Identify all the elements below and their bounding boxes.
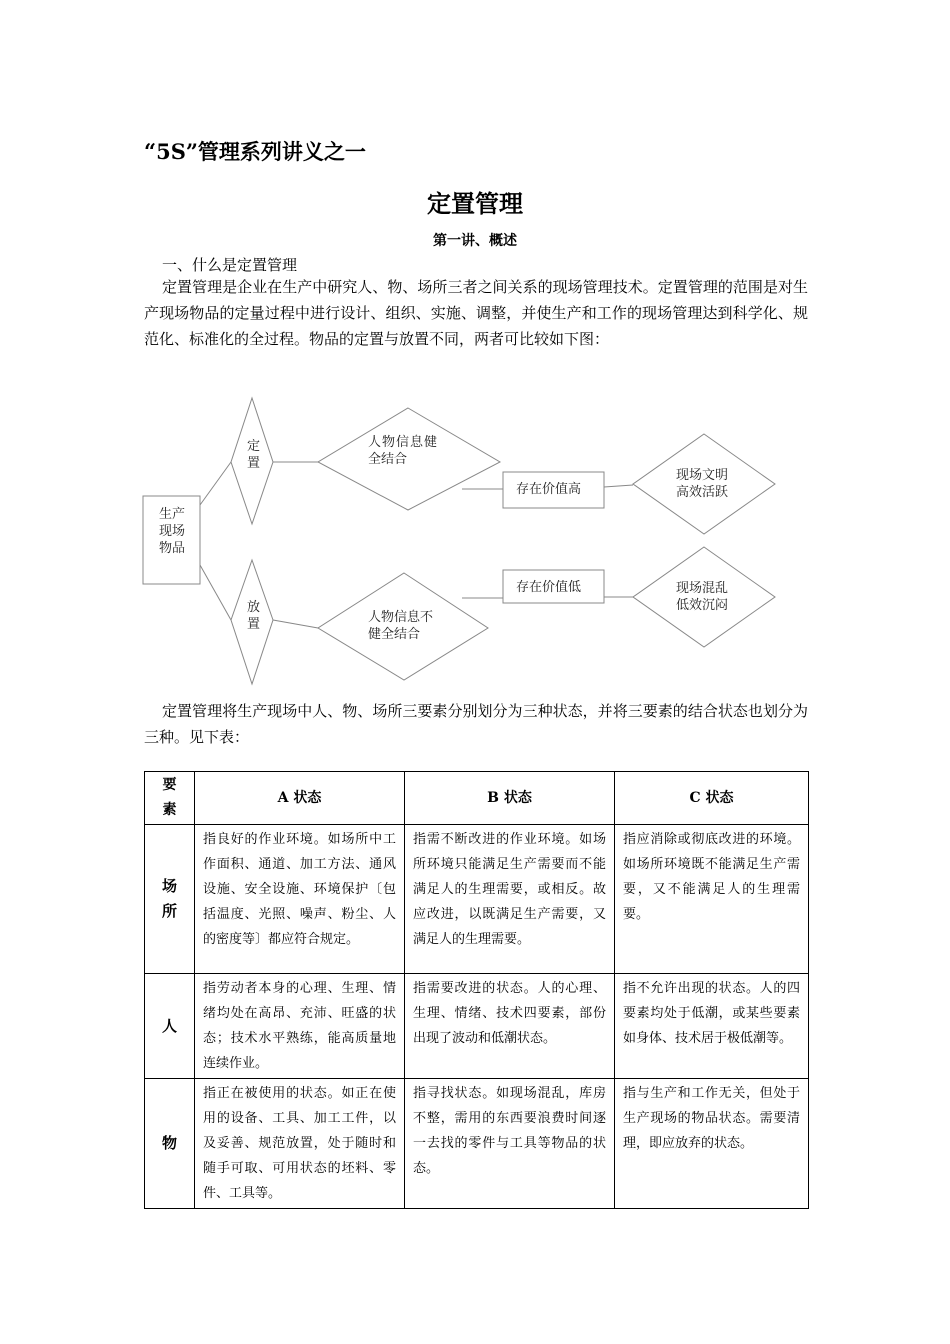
table-cell: 指劳动者本身的心理、生理、情绪均处在高昂、充沛、旺盛的状态；技术水平熟练，能高质量地连续作业。 bbox=[195, 974, 405, 1079]
fangzhi-label-2: 置 bbox=[247, 617, 261, 632]
row-label-char: 场 bbox=[161, 877, 177, 895]
good-result-label-1: 现场文明 bbox=[676, 468, 729, 483]
column-header-c: C 状态 bbox=[615, 772, 809, 825]
page-title: 定置管理 bbox=[427, 189, 523, 218]
bad-combo-label-1: 人物信息不 bbox=[368, 610, 434, 625]
connector-line bbox=[200, 462, 231, 505]
root-label-2: 现场 bbox=[159, 524, 186, 539]
table-row bbox=[145, 1079, 809, 1209]
root-label-3: 物品 bbox=[159, 541, 186, 556]
table-cell: 指需不断改进的作业环境。如场所环境只能满足生产需要而不能满足人的生理需要，或相反。故应改进，以既满足生产需要，又满足人的生理需要。 bbox=[405, 825, 615, 974]
paragraph-table-intro: 定置管理将生产现场中人、物、场所三要素分别划分为三种状态，并将三要素的结合状态也划分为三种。见下表： bbox=[144, 702, 808, 746]
table-corner-header bbox=[145, 772, 195, 825]
column-header-a: A 状态 bbox=[195, 772, 405, 825]
section-heading: 一、什么是定置管理 bbox=[162, 256, 298, 274]
table-cell: 指与生产和工作无关，但处于生产现场的物品状态。需要清理，即应放弃的状态。 bbox=[615, 1079, 809, 1209]
low-value-label: 存在价值低 bbox=[516, 580, 582, 595]
table-cell: 指正在被使用的状态。如正在使用的设备、工具、加工工件，以及妥善、规范放置，处于随时和随手可取、可用状态的坯料、零件、工具等。 bbox=[195, 1079, 405, 1209]
column-header-b: B 状态 bbox=[405, 772, 615, 825]
table-row bbox=[145, 825, 809, 974]
bad-combo-label-2: 健全结合 bbox=[368, 627, 421, 642]
connector-line bbox=[200, 565, 231, 620]
bad-result-label-2: 低效沉闷 bbox=[676, 598, 729, 613]
connector-line bbox=[604, 485, 633, 487]
row-label-char: 物 bbox=[161, 1134, 177, 1152]
fangzhi-label-1: 放 bbox=[247, 600, 261, 615]
row-label-place bbox=[145, 825, 195, 974]
good-combo-label-1: 人物信息健 bbox=[368, 435, 439, 450]
row-label-char: 所 bbox=[161, 902, 177, 920]
bad-result-label-1: 现场混乱 bbox=[676, 581, 729, 596]
good-combo-diamond bbox=[318, 408, 500, 510]
table-cell: 指不允许出现的状态。人的四要素均处于低潮，或某些要素如身体、技术居于极低潮等。 bbox=[615, 974, 809, 1079]
row-label-object bbox=[145, 1079, 195, 1209]
good-result-label-2: 高效活跃 bbox=[676, 485, 729, 500]
root-label-1: 生产 bbox=[159, 507, 186, 522]
lecture-title: 第一讲、概述 bbox=[433, 233, 517, 249]
row-label-person bbox=[145, 974, 195, 1079]
paragraph-intro: 定置管理是企业在生产中研究人、物、场所三者之间关系的现场管理技术。定置管理的范围是对生产现场物品的定量过程中进行设计、组织、实施、调整，并使生产和工作的现场管理达到科学化、规范化、标准化的全过程。物品的定置与放置不同，两者可比较如下图： bbox=[144, 278, 808, 348]
table-cell: 指寻找状态。如现场混乱，库房不整，需用的东西要浪费时间逐一去找的零件与工具等物品的状态。 bbox=[405, 1079, 615, 1209]
high-value-label: 存在价值高 bbox=[516, 482, 582, 497]
table-header-row bbox=[145, 772, 809, 825]
good-result-diamond bbox=[633, 434, 775, 534]
corner-label-1: 要 bbox=[162, 777, 177, 793]
series-title: “5S”管理系列讲义之一 bbox=[144, 139, 366, 164]
table-row bbox=[145, 974, 809, 1079]
table-cell: 指应消除或彻底改进的环境。如场所环境既不能满足生产需要，又不能满足人的生理需要。 bbox=[615, 825, 809, 974]
dingzhi-label-2: 置 bbox=[247, 456, 261, 471]
corner-label-2: 素 bbox=[162, 802, 177, 818]
bad-result-diamond bbox=[633, 547, 775, 647]
good-combo-label-2: 全结合 bbox=[368, 452, 408, 467]
row-label-char: 人 bbox=[161, 1016, 177, 1035]
connector-line bbox=[273, 620, 318, 628]
dingzhi-label-1: 定 bbox=[247, 439, 261, 454]
table-cell: 指良好的作业环境。如场所中工作面积、通道、加工方法、通风设施、安全设施、环境保护〔包括温度、光照、噪声、粉尘、人的密度等〕都应符合规定。 bbox=[195, 825, 405, 974]
states-table bbox=[144, 771, 809, 1209]
table-cell: 指需要改进的状态。人的心理、生理、情绪、技术四要素，部份出现了波动和低潮状态。 bbox=[405, 974, 615, 1079]
